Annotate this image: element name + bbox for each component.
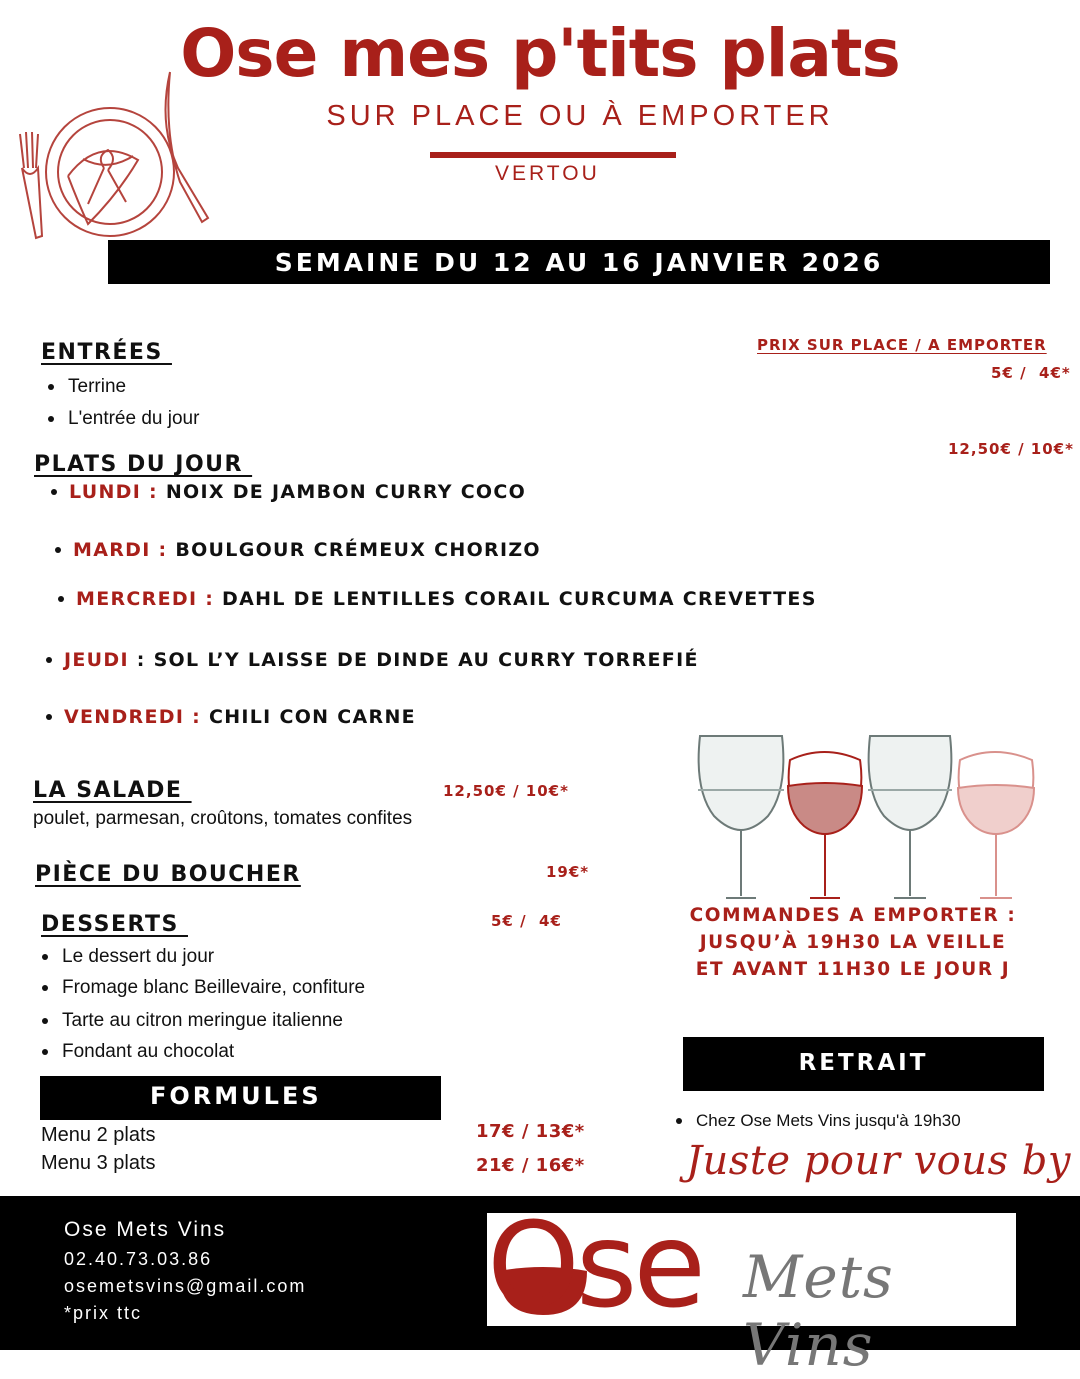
title-divider [430, 152, 676, 158]
day-item-lundi: LUNDI : NOIX DE JAMBON CURRY COCO [51, 481, 526, 503]
footer-name: Ose Mets Vins [64, 1218, 227, 1241]
salade-description: poulet, parmesan, croûtons, tomates confites [33, 808, 413, 829]
plats-price: 12,50€ / 10€* [948, 440, 1074, 458]
orders-info: COMMANDES A EMPORTER : JUSQU’À 19H30 LA VEILLE ET AVANT 11H30 LE JOUR J [689, 905, 1017, 980]
signature-text: Juste pour vous by [686, 1138, 1071, 1184]
price-header: PRIX SUR PLACE / A EMPORTER [757, 336, 1047, 354]
salade-heading: LA SALADE [33, 778, 192, 803]
day-item-jeudi: JEUDI : SOL L’Y LAISSE DE DINDE AU CURRY TORREFIÉ [46, 649, 699, 671]
list-item: Tarte au citron meringue italienne [42, 1010, 343, 1032]
day-item-mercredi: MERCREDI : DAHL DE LENTILLES CORAIL CURCUMA CREVETTES [58, 588, 817, 610]
wine-glasses-illustration [688, 730, 1040, 902]
logo-mets-vins-text: Mets Vins [743, 1243, 894, 1379]
desserts-price: 5€ / 4€ [491, 912, 562, 930]
list-item: Fromage blanc Beillevaire, confiture [42, 977, 365, 999]
list-item: Fondant au chocolat [42, 1041, 234, 1063]
boucher-heading: PIÈCE DU BOUCHER [35, 862, 301, 887]
page-title: Ose mes p'tits plats [180, 15, 900, 92]
formule-label: Menu 3 plats [41, 1152, 156, 1174]
boucher-price: 19€* [546, 863, 590, 881]
footer-phone: 02.40.73.03.86 [64, 1249, 213, 1269]
list-item: Le dessert du jour [42, 946, 214, 968]
logo-ose-text: Ose [487, 1196, 702, 1334]
entrees-price: 5€ / 4€* [991, 364, 1071, 382]
desserts-heading: DESSERTS [41, 912, 188, 937]
footer-note: *prix ttc [64, 1303, 143, 1323]
retrait-item: Chez Ose Mets Vins jusqu'à 19h30 [676, 1111, 961, 1131]
retrait-banner: RETRAIT [683, 1037, 1044, 1091]
footer-email: osemetsvins@gmail.com [64, 1276, 307, 1296]
day-item-vendredi: VENDREDI : CHILI CON CARNE [46, 706, 416, 728]
list-item: L'entrée du jour [48, 408, 199, 430]
formule-price: 17€ / 13€* [476, 1121, 585, 1142]
salade-price: 12,50€ / 10€* [443, 782, 569, 800]
town-label: VERTOU [495, 162, 600, 185]
subtitle: SUR PLACE OU À EMPORTER [326, 100, 834, 132]
plats-heading: PLATS DU JOUR [34, 452, 253, 477]
entrees-heading: ENTRÉES [41, 340, 172, 365]
ose-mets-vins-logo [487, 1196, 1016, 1379]
list-item: Terrine [48, 376, 126, 398]
formule-price: 21€ / 16€* [476, 1155, 585, 1176]
week-banner: SEMAINE DU 12 AU 16 JANVIER 2026 [108, 240, 1050, 284]
formule-label: Menu 2 plats [41, 1124, 156, 1146]
day-item-mardi: MARDI : BOULGOUR CRÉMEUX CHORIZO [55, 539, 541, 561]
formules-banner: FORMULES [40, 1076, 441, 1120]
